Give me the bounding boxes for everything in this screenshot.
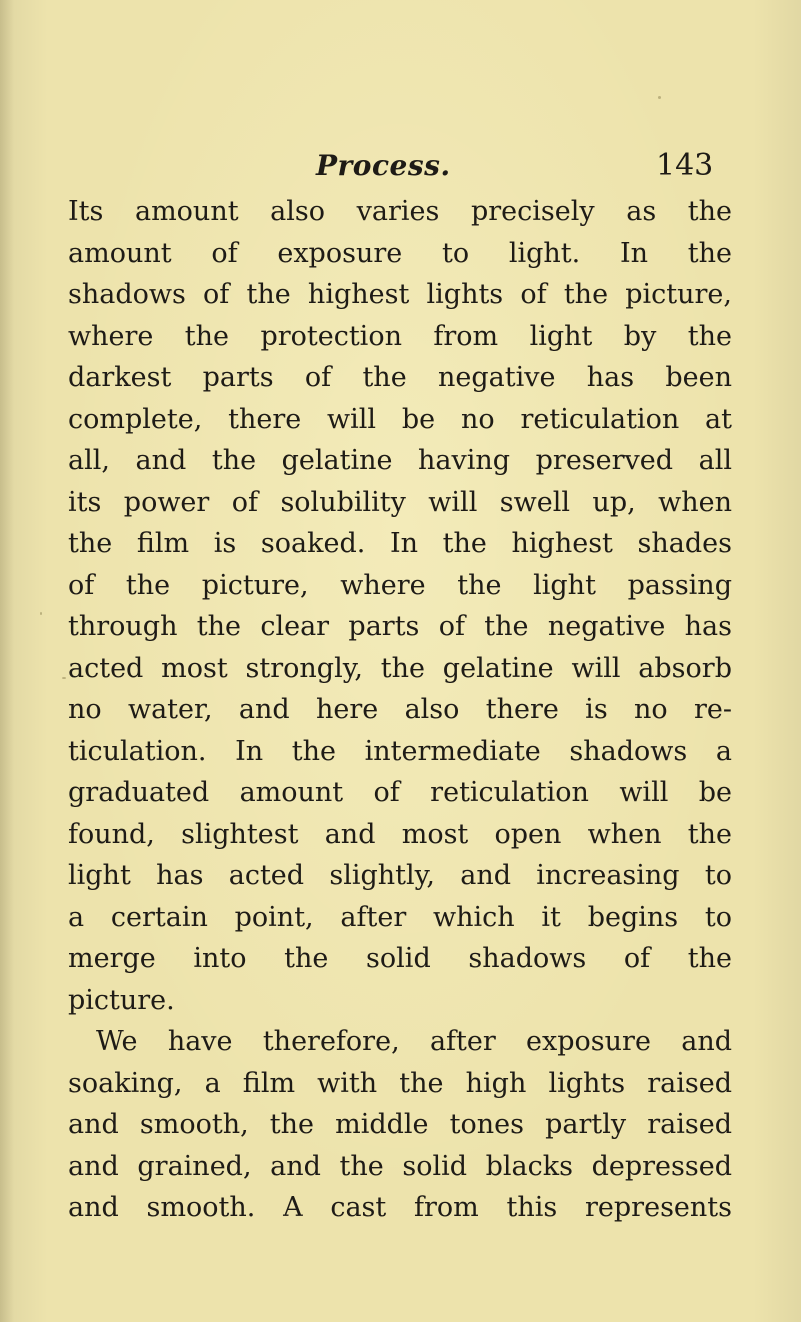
text-line-9: the film is soaked. In the highest shades: [68, 528, 732, 559]
text-line-19: merge into the solid shadows of the: [68, 943, 732, 974]
text-line-20: picture.: [68, 984, 175, 1016]
text-line-5: darkest parts of the negative has been: [68, 362, 732, 393]
text-line-4: where the protection from light by the: [68, 320, 732, 352]
text-line-24: and grained, and the solid blacks depressed: [68, 1150, 732, 1182]
running-head: [0, 146, 801, 186]
text-line-12: acted most strongly, the gelatine will absorb: [68, 652, 732, 684]
text-line-8: its power of solubility will swell up, when: [68, 486, 732, 518]
text-line-11: through the clear parts of the negative has: [68, 611, 732, 642]
paper-speck: [40, 612, 42, 615]
text-line-3: shadows of the highest lights of the picture,: [68, 279, 732, 310]
text-line-18: a certain point, after which it begins to: [68, 901, 732, 933]
text-line-15: graduated amount of reticulation will be: [68, 777, 732, 808]
text-line-23: and smooth, the middle tones partly raised: [68, 1109, 732, 1140]
paper-speck: [62, 677, 66, 679]
text-line-17: light has acted slightly, and increasing to: [68, 860, 732, 891]
text-line-1: Its amount also varies precisely as the: [68, 196, 732, 227]
paper-speck: [658, 96, 661, 99]
text-line-2: amount of exposure to light. In the: [68, 237, 732, 269]
text-line-7: all, and the gelatine having preserved all: [68, 445, 732, 476]
page-gutter-shadow: [0, 0, 14, 1322]
running-title: Process.: [316, 149, 451, 182]
text-line-10: of the picture, where the light passing: [68, 569, 732, 601]
body-text: [68, 191, 732, 1229]
text-line-22: soaking, a film with the high lights raised: [68, 1067, 732, 1099]
text-line-13: no water, and here also there is no re-: [68, 694, 732, 725]
text-line-16: found, slightest and most open when the: [68, 818, 732, 850]
text-line-14: ticulation. In the intermediate shadows a: [68, 735, 732, 767]
page-number: 143: [656, 148, 714, 183]
text-line-6: complete, there will be no reticulation at: [68, 403, 732, 435]
text-line-25: and smooth. A cast from this represents: [68, 1192, 732, 1223]
text-line-21: We have therefore, after exposure and: [96, 1026, 732, 1057]
